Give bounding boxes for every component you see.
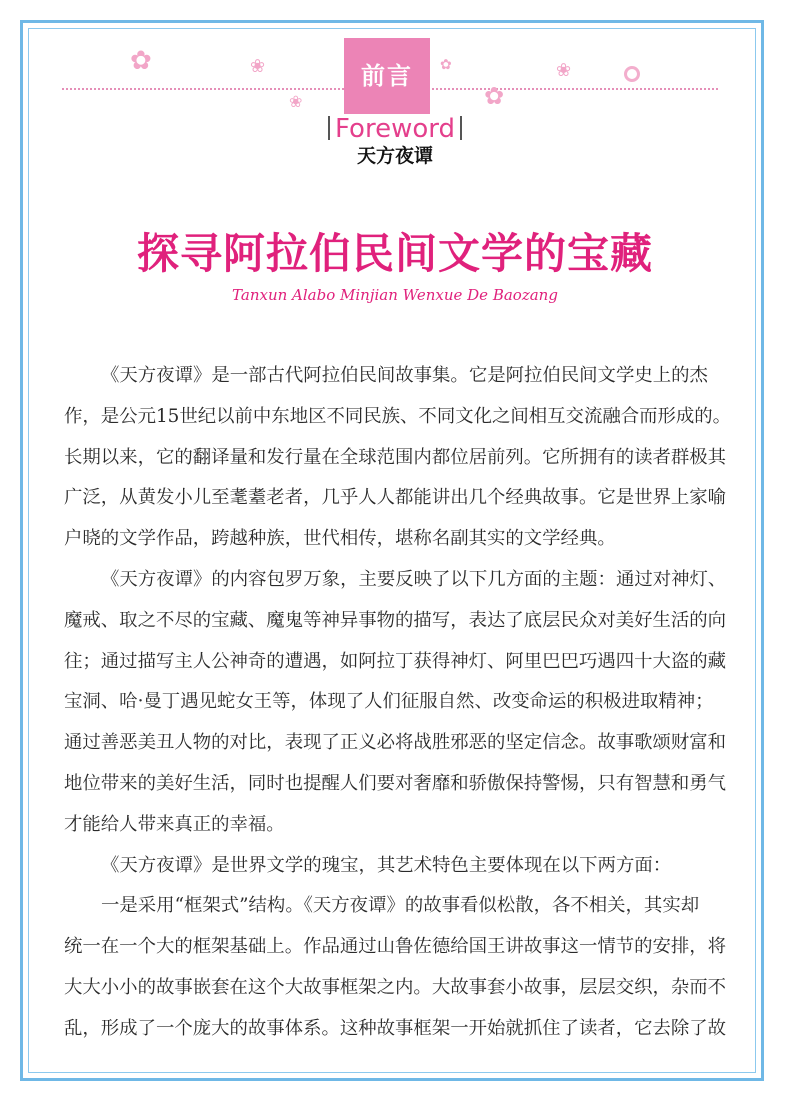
dotted-divider-right [432,88,718,90]
text-line: 魔戒、取之不尽的宝藏、魔鬼等神异事物的描写，表达了底层民众对美好生活的向 [64,609,727,631]
body-text [64,356,732,1050]
text-line: 宝洞、哈·曼丁遇见蛇女王等，体现了人们征服自然、改变命运的积极进取精神； [64,691,714,713]
foreword-badge: 前言 [344,38,430,114]
text-line: 《天方夜谭》的内容包罗万象，主要反映了以下几方面的主题：通过对神灯、 [101,568,727,590]
flower-icon: ❀ [556,60,572,81]
text-line: 统一在一个大的框架基础上。作品通过山鲁佐德给国王讲故事这一情节的安排，将 [64,936,727,958]
paragraph [64,356,732,560]
text-line: 《天方夜谭》是一部古代阿拉伯民间故事集。它是阿拉伯民间文学史上的杰 [101,365,708,386]
text-line: 往；通过描写主人公神奇的遭遇，如阿拉丁获得神灯、阿里巴巴巧遇四十大盗的藏 [64,650,727,672]
text-line: 长期以来，它的翻译量和发行量在全球范围内都位居前列。它所拥有的读者群极其 [64,446,727,468]
flower-icon: ❀ [289,92,303,111]
divider-bar [460,116,462,140]
book-title: 天方夜谭 [356,145,433,167]
ring-icon [624,66,640,82]
paragraph [64,560,732,846]
page-title: 探寻阿拉伯民间文学的宝藏 [136,229,653,278]
flower-icon: ✿ [440,57,452,73]
foreword-text: Foreword [335,114,455,144]
divider-bar [328,116,330,140]
text-line: 大大小小的故事嵌套在这个大故事框架之内。大故事套小故事，层层交织，杂而不 [64,976,727,998]
text-line: 乱，形成了一个庞大的故事体系。这种故事框架一开始就抓住了读者，它去除了故 [64,1017,727,1039]
text-line: 通过善恶美丑人物的对比，表现了正义必将战胜邪恶的坚定信念。故事歌颂财富和 [64,732,727,754]
text-line: 《天方夜谭》是世界文学的瑰宝，其艺术特色主要体现在以下两方面： [101,854,672,876]
text-line: 户晓的文学作品，跨越种族，世代相传，堪称名副其实的文学经典。 [64,528,616,550]
dotted-divider-left [62,88,344,90]
flower-icon: ✿ [484,82,505,110]
page-title-pinyin: Tanxun Alabo Minjian Wenxue De Baozang [232,286,558,304]
text-line: 地位带来的美好生活，同时也提醒人们要对奢靡和骄傲保持警惕，只有智慧和勇气 [64,772,727,794]
paragraph [64,886,732,1049]
text-line: 才能给人带来真正的幸福。 [64,813,285,835]
paragraph [64,846,732,887]
flower-icon: ✿ [130,46,152,76]
foreword-label [0,112,790,146]
flower-icon: ❀ [250,56,266,77]
text-line: 一是采用“框架式”结构。《天方夜谭》的故事看似松散，各不相关，其实却 [101,895,700,917]
text-line: 广泛，从黄发小儿至耄耋老者，几乎人人都能讲出几个经典故事。它是世界上家喻 [64,487,727,509]
text-line: 作，是公元15世纪以前中东地区不同民族、不同文化之间相互交流融合而形成的。 [64,405,732,427]
